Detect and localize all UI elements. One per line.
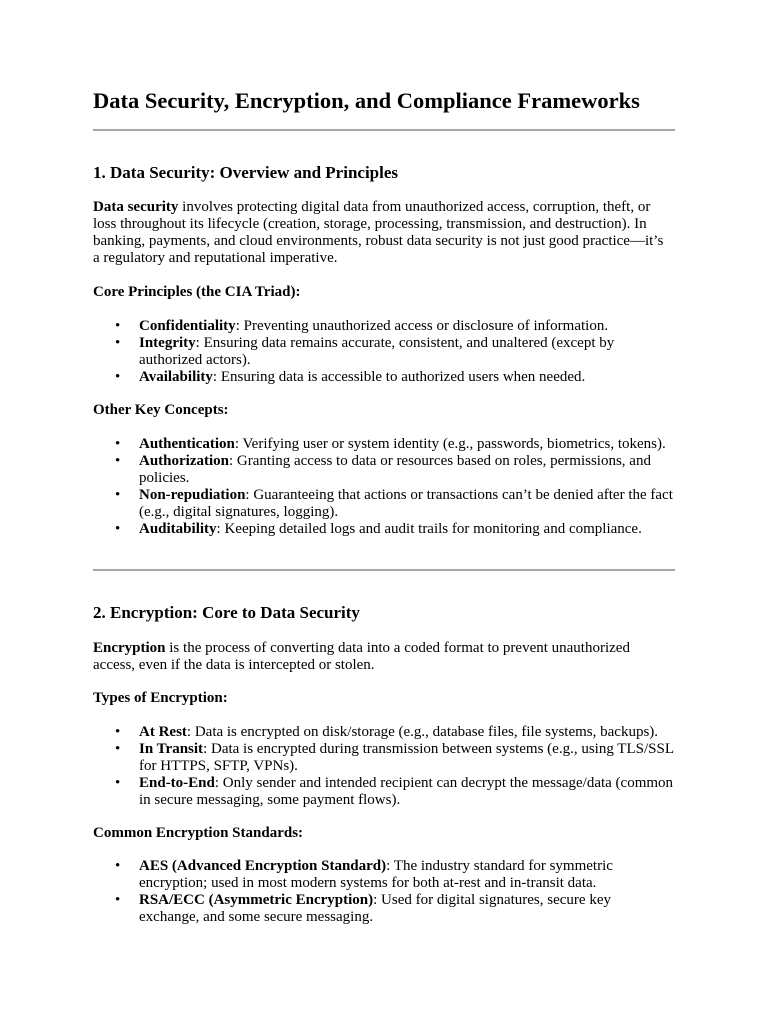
list-item <box>93 335 675 369</box>
list-item-desc: : Verifying user or system identity (e.g., passwords, biometrics, tokens). <box>234 436 666 452</box>
list-item <box>93 858 675 892</box>
list-item <box>93 775 675 809</box>
list-item-desc: : Preventing unauthorized access or disclosure of information. <box>235 318 609 334</box>
list-item-term: In Transit <box>139 741 204 757</box>
core-principles-list <box>93 318 675 386</box>
encryption-standards-heading: Common Encryption Standards: <box>93 825 304 841</box>
bullet-icon: • <box>115 453 121 469</box>
list-item <box>93 892 675 926</box>
intro-term: Encryption <box>93 640 166 656</box>
list-item <box>93 318 675 335</box>
list-item-desc: : Ensuring data remains accurate, consistent, and unaltered (except by authorized actors). <box>139 335 615 368</box>
bullet-icon: • <box>115 436 121 452</box>
list-item-term: Integrity <box>139 335 196 351</box>
list-item-desc: : Ensuring data is accessible to authorized users when needed. <box>212 369 586 385</box>
list-item-desc: : Only sender and intended recipient can decrypt the message/data (common in secure messaging, some payment flows). <box>139 775 674 808</box>
bullet-icon: • <box>115 521 121 537</box>
list-item-desc: : Keeping detailed logs and audit trails for monitoring and compliance. <box>216 521 642 537</box>
list-item <box>93 741 675 775</box>
document-title: Data Security, Encryption, and Compliance Frameworks <box>93 88 640 113</box>
list-item-term: Authorization <box>139 453 229 469</box>
intro-text: is the process of converting data into a coded format to prevent unauthorized access, even if the data is intercepted or stolen. <box>93 640 630 673</box>
types-of-encryption-list <box>93 724 675 809</box>
bullet-icon: • <box>115 369 121 385</box>
list-item-desc: : Granting access to data or resources based on roles, permissions, and policies. <box>139 453 651 486</box>
list-item-desc: : Used for digital signatures, secure key exchange, and some secure messaging. <box>139 892 611 925</box>
list-item <box>93 436 675 453</box>
list-item-desc: : Data is encrypted on disk/storage (e.g., database files, file systems, backups). <box>186 724 659 740</box>
divider <box>93 569 675 571</box>
list-item-term: End-to-End <box>139 775 215 791</box>
encryption-intro <box>93 640 673 674</box>
list-item-term: RSA/ECC (Asymmetric Encryption) <box>139 892 374 908</box>
list-item-term: AES (Advanced Encryption Standard) <box>139 858 387 874</box>
list-item-term: Confidentiality <box>139 318 236 334</box>
list-item-term: Availability <box>139 369 213 385</box>
list-item <box>93 453 675 487</box>
list-item-desc: : The industry standard for symmetric encryption; used in most modern systems for both at-rest and in-transit data. <box>139 858 613 891</box>
bullet-icon: • <box>115 858 121 874</box>
bullet-icon: • <box>115 487 121 503</box>
list-item <box>93 521 675 538</box>
list-item-desc: : Guaranteeing that actions or transactions can’t be denied after the fact (e.g., digital signatures, logging). <box>139 487 673 520</box>
bullet-icon: • <box>115 724 121 740</box>
divider <box>93 129 675 131</box>
intro-text: involves protecting digital data from unauthorized access, corruption, theft, or loss throughout its lifecycle (creation, storage, processing, transmission, and destruction). In banking, payments, and cloud environments, robust data security is not just good practice—it’s a regulatory and reputational imperative. <box>93 199 664 266</box>
data-security-intro <box>93 199 673 267</box>
bullet-icon: • <box>115 892 121 908</box>
encryption-standards-list <box>93 858 675 926</box>
list-item <box>93 369 675 386</box>
core-principles-heading: Core Principles (the CIA Triad): <box>93 284 301 300</box>
list-item-term: Auditability <box>139 521 217 537</box>
section-heading-encryption: 2. Encryption: Core to Data Security <box>93 603 360 622</box>
bullet-icon: • <box>115 775 121 791</box>
bullet-icon: • <box>115 741 121 757</box>
bullet-icon: • <box>115 335 121 351</box>
list-item-desc: : Data is encrypted during transmission between systems (e.g., using TLS/SSL for HTTPS, SFTP, VPNs). <box>139 741 674 774</box>
list-item-term: At Rest <box>139 724 187 740</box>
intro-term: Data security <box>93 199 179 215</box>
list-item-term: Authentication <box>139 436 235 452</box>
bullet-icon: • <box>115 318 121 334</box>
types-of-encryption-heading: Types of Encryption: <box>93 690 228 706</box>
list-item-term: Non-repudiation <box>139 487 246 503</box>
other-concepts-list <box>93 436 675 538</box>
section-heading-data-security: 1. Data Security: Overview and Principles <box>93 163 399 182</box>
other-concepts-heading: Other Key Concepts: <box>93 402 229 418</box>
list-item <box>93 487 675 521</box>
list-item <box>93 724 675 741</box>
